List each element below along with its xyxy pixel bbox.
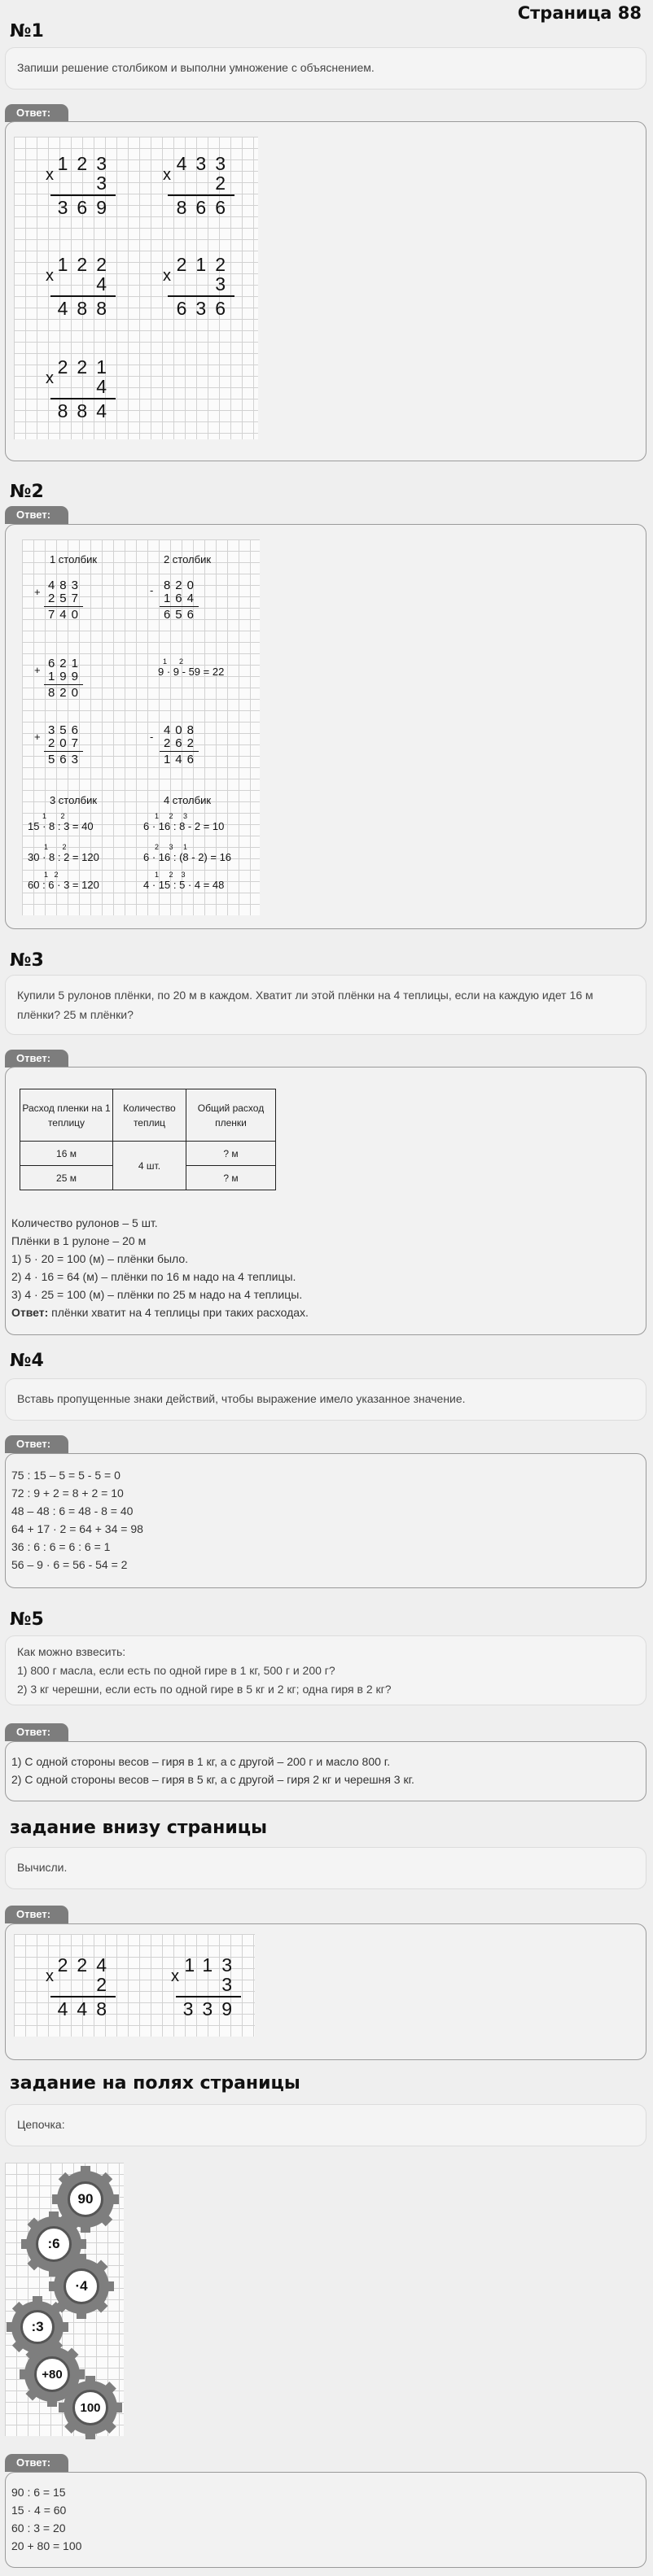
sum: 563 bbox=[47, 753, 83, 766]
product: 448 bbox=[57, 1998, 116, 2019]
product: 369 bbox=[57, 197, 116, 218]
answer-text-margin bbox=[11, 2483, 81, 2555]
gear-label: ·4 bbox=[64, 2268, 99, 2304]
gear-label: :6 bbox=[36, 2226, 72, 2262]
answer-box-2 bbox=[5, 524, 646, 929]
table-cell: ? м bbox=[186, 1166, 276, 1190]
addend-a: 356 bbox=[47, 723, 83, 737]
times-sign: x bbox=[46, 267, 54, 285]
column-mult-bottom-1 bbox=[42, 1954, 116, 2019]
times-sign: x bbox=[163, 267, 171, 285]
answer-conclusion: плёнки хватит на 4 теплицы при таких расходах. bbox=[48, 1306, 309, 1319]
addend-b: 207 bbox=[47, 736, 83, 750]
task-5-text bbox=[5, 1635, 646, 1705]
answer-line: Количество рулонов – 5 шт. bbox=[11, 1216, 158, 1229]
answer-line: 3) 4 · 25 = 100 (м) – плёнки по 25 м надо на 4 теплицы. bbox=[11, 1288, 303, 1301]
task-1-text: Запиши решение столбиком и выполни умножение с объяснением. bbox=[5, 47, 646, 90]
table-cell: ? м bbox=[186, 1142, 276, 1166]
times-sign: x bbox=[171, 1967, 179, 1985]
table-header: Общий расход пленки bbox=[186, 1089, 276, 1142]
bottom-task-text: Вычисли. bbox=[5, 1847, 646, 1889]
addend-a: 483 bbox=[47, 579, 83, 592]
expression: 6 · 16 : (8 - 2) = 16 bbox=[143, 851, 232, 863]
column-3-title: 3 столбик bbox=[49, 794, 98, 806]
task-5-title: №5 bbox=[10, 1609, 44, 1630]
margin-task-title: задание на полях страницы bbox=[10, 2073, 300, 2094]
answer-line: 1) 5 · 20 = 100 (м) – плёнки было. bbox=[11, 1252, 189, 1265]
gear-icon bbox=[59, 2376, 122, 2439]
difference: 146 bbox=[163, 753, 199, 766]
sum-line bbox=[44, 606, 83, 607]
answer-line: 48 – 48 : 6 = 48 - 8 = 40 bbox=[11, 1504, 134, 1517]
sum-line bbox=[50, 194, 116, 196]
product: 339 bbox=[182, 1998, 241, 2019]
answer-line: 64 + 17 · 2 = 64 + 34 = 98 bbox=[11, 1522, 143, 1535]
task-4-title: №4 bbox=[10, 1351, 44, 1371]
times-sign: x bbox=[46, 1967, 54, 1985]
expression: 30 · 8 : 2 = 120 bbox=[28, 851, 99, 863]
table-cell: 4 шт. bbox=[113, 1142, 186, 1190]
answer-tab: Ответ: bbox=[5, 1435, 68, 1453]
sum: 740 bbox=[47, 608, 83, 622]
page-title: Страница 88 bbox=[517, 3, 642, 23]
sum-line bbox=[50, 1996, 116, 1997]
answer-line: 60 : 3 = 20 bbox=[11, 2521, 66, 2535]
answer-line bbox=[11, 1303, 309, 1321]
column-mult-2 bbox=[160, 153, 234, 218]
sum-line bbox=[168, 194, 234, 196]
factor-b: 2 bbox=[215, 172, 234, 194]
answer-text-3 bbox=[11, 1214, 309, 1321]
bottom-task-title: задание внизу страницы bbox=[10, 1818, 267, 1838]
answer-tab: Ответ: bbox=[5, 1906, 68, 1923]
answer-tab: Ответ: bbox=[5, 104, 68, 122]
answer-line: 90 : 6 = 15 bbox=[11, 2486, 66, 2499]
column-mult-4 bbox=[160, 254, 234, 319]
sum-line bbox=[44, 684, 83, 685]
answer-line: 36 : 6 : 6 = 6 : 6 = 1 bbox=[11, 1540, 111, 1553]
factor-b: 4 bbox=[96, 273, 116, 295]
sum-line bbox=[50, 295, 116, 297]
factor-a: 221 bbox=[57, 356, 116, 378]
factor-a: 123 bbox=[57, 153, 116, 174]
table-cell: 16 м bbox=[20, 1142, 113, 1166]
task-3-title: №3 bbox=[10, 950, 44, 971]
minuend: 408 bbox=[163, 723, 199, 737]
task-1-title: №1 bbox=[10, 21, 44, 41]
factor-b: 3 bbox=[96, 172, 116, 194]
subtrahend: 262 bbox=[163, 736, 199, 750]
task-line: 1) 800 г масла, если есть по одной гире в 1 кг, 500 г и 200 г? bbox=[17, 1664, 335, 1677]
sum-line bbox=[50, 398, 116, 399]
plus-sign: + bbox=[34, 731, 41, 743]
task-line: 2) 3 кг черешни, если есть по одной гире в 5 кг и 2 кг; одна гиря в 2 кг? bbox=[17, 1683, 392, 1696]
expression: 6 · 16 : 8 - 2 = 10 bbox=[143, 820, 225, 832]
plus-sign: + bbox=[34, 664, 41, 676]
sum-line bbox=[44, 751, 83, 752]
addend-b: 257 bbox=[47, 592, 83, 605]
order-marks: 2 3 1 bbox=[155, 843, 188, 851]
order-marks: 1 2 bbox=[42, 812, 65, 820]
gear-label: 90 bbox=[68, 2181, 103, 2217]
factor-a: 433 bbox=[176, 153, 234, 174]
order-marks: 1 2 3 bbox=[155, 812, 188, 820]
answer-label: Ответ: bbox=[11, 1306, 49, 1319]
answer-box-margin bbox=[5, 2472, 646, 2568]
order-marks: 1 2 bbox=[44, 843, 67, 851]
factor-a: 113 bbox=[184, 1954, 241, 1976]
difference-line bbox=[160, 606, 199, 607]
product: 636 bbox=[176, 298, 234, 319]
column-mult-5 bbox=[42, 356, 116, 421]
order-marks: 1 2 bbox=[163, 657, 184, 666]
order-marks: 1 2 3 bbox=[155, 871, 186, 879]
gear-label: +80 bbox=[34, 2356, 70, 2392]
task-4-text: Вставь пропущенные знаки действий, чтобы выражение имело указанное значение. bbox=[5, 1378, 646, 1421]
task-line: Как можно взвесить: bbox=[17, 1645, 126, 1658]
product: 866 bbox=[176, 197, 234, 218]
sum-line bbox=[168, 295, 234, 297]
minus-sign: - bbox=[150, 584, 154, 596]
task-3-text: Купили 5 рулонов плёнки, по 20 м в каждом. Хватит ли этой плёнки на 4 теплицы, если на каждую идет 16 м плёнки? 25 м плёнки? bbox=[5, 975, 646, 1035]
table-cell: 25 м bbox=[20, 1166, 113, 1190]
column-mult-3 bbox=[42, 254, 116, 319]
answer-tab: Ответ: bbox=[5, 1050, 68, 1068]
times-sign: x bbox=[163, 166, 171, 184]
expression: 9 · 9 - 59 = 22 bbox=[158, 666, 225, 678]
margin-task-text: Цепочка: bbox=[5, 2104, 646, 2146]
answer-line: 15 · 4 = 60 bbox=[11, 2504, 67, 2517]
answer-text-4 bbox=[11, 1466, 143, 1574]
difference: 656 bbox=[163, 608, 199, 622]
answer-tab: Ответ: bbox=[5, 2454, 68, 2472]
gear-label: 100 bbox=[72, 2390, 108, 2425]
column-2-title: 2 столбик bbox=[163, 553, 212, 565]
difference-line bbox=[160, 751, 199, 752]
factor-b: 3 bbox=[215, 273, 234, 295]
factor-b: 3 bbox=[221, 1974, 241, 1995]
expression: 60 : 6 · 3 = 120 bbox=[28, 879, 99, 891]
answer-line: 56 – 9 · 6 = 56 - 54 = 2 bbox=[11, 1558, 128, 1571]
factor-a: 224 bbox=[57, 1954, 116, 1976]
addend-a: 621 bbox=[47, 657, 83, 670]
answer-tab: Ответ: bbox=[5, 506, 68, 524]
product: 488 bbox=[57, 298, 116, 319]
answer-text-5 bbox=[11, 1753, 414, 1788]
factor-a: 122 bbox=[57, 254, 116, 275]
expression: 4 · 15 : 5 · 4 = 48 bbox=[143, 879, 225, 891]
answer-line: 1) С одной стороны весов – гиря в 1 кг, а с другой – 200 г и масло 800 г. bbox=[11, 1755, 391, 1768]
table-header: Расход пленки на 1 теплицу bbox=[20, 1089, 113, 1142]
answer-line: Плёнки в 1 рулоне – 20 м bbox=[11, 1234, 147, 1247]
times-sign: x bbox=[46, 166, 54, 184]
column-4-title: 4 столбик bbox=[163, 794, 212, 806]
task-2-title: №2 bbox=[10, 482, 44, 502]
table-header: Количество теплиц bbox=[113, 1089, 186, 1142]
answer-line: 2) 4 · 16 = 64 (м) – плёнки по 16 м надо на 4 теплицы. bbox=[11, 1270, 296, 1283]
column-mult-1 bbox=[42, 153, 116, 218]
addend-b: 199 bbox=[47, 670, 83, 683]
answer-tab: Ответ: bbox=[5, 1723, 68, 1741]
expression: 15 · 8 : 3 = 40 bbox=[28, 820, 94, 832]
order-marks: 1 2 bbox=[44, 871, 59, 879]
answer-line: 20 + 80 = 100 bbox=[11, 2539, 82, 2552]
sum: 820 bbox=[47, 686, 83, 700]
factor-b: 2 bbox=[96, 1974, 116, 1995]
factor-b: 4 bbox=[96, 376, 116, 397]
subtrahend: 164 bbox=[163, 592, 199, 605]
answer-line: 72 : 9 + 2 = 8 + 2 = 10 bbox=[11, 1487, 124, 1500]
data-table bbox=[20, 1089, 276, 1190]
column-1-title: 1 столбик bbox=[49, 553, 98, 565]
factor-a: 212 bbox=[176, 254, 234, 275]
product: 884 bbox=[57, 400, 116, 421]
column-mult-bottom-2 bbox=[168, 1954, 241, 2019]
answer-line: 2) С одной стороны весов – гиря в 5 кг, а с другой – гиря 2 кг и черешня 3 кг. bbox=[11, 1773, 414, 1786]
minus-sign: - bbox=[150, 731, 154, 743]
answer-line: 75 : 15 – 5 = 5 - 5 = 0 bbox=[11, 1469, 121, 1482]
sum-line bbox=[176, 1996, 241, 1997]
plus-sign: + bbox=[34, 586, 41, 598]
times-sign: x bbox=[46, 369, 54, 387]
minuend: 820 bbox=[163, 579, 199, 592]
gear-label: :3 bbox=[20, 2310, 55, 2344]
